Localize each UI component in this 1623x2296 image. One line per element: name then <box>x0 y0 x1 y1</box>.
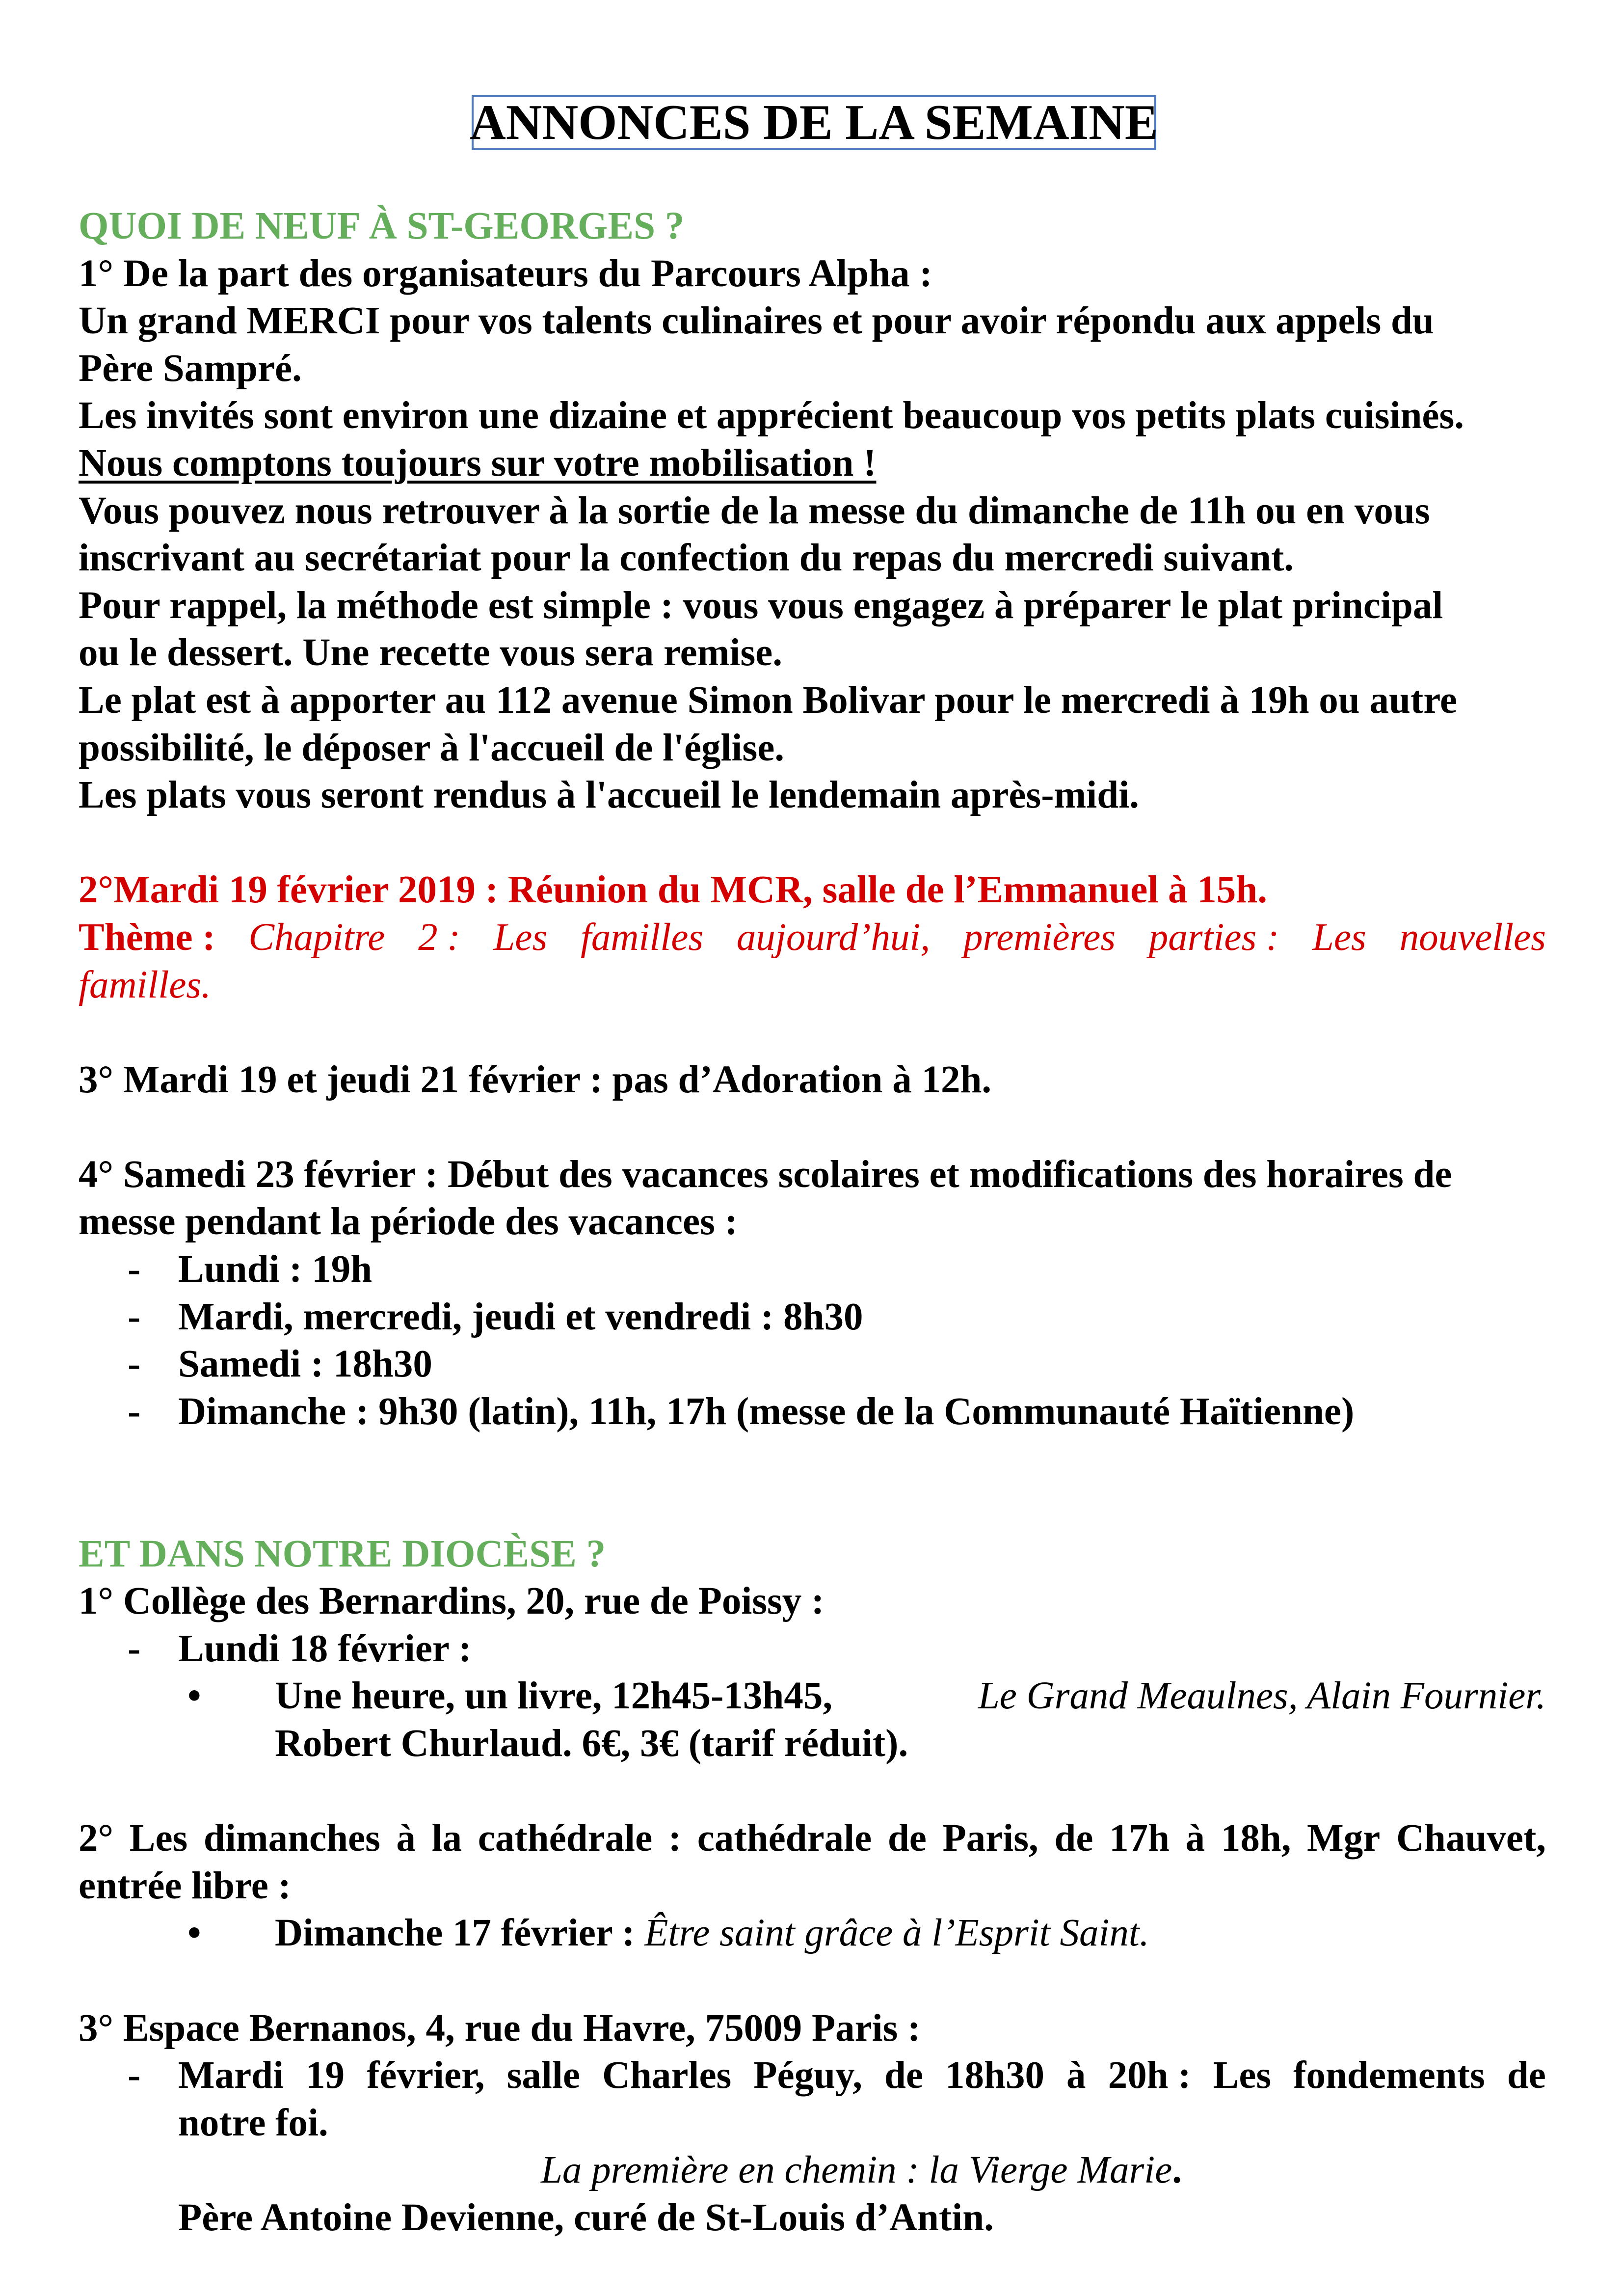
item3-title: 3° Mardi 19 et jeudi 21 février : pas d’Adoration à 12h. <box>79 1058 992 1101</box>
title-word: cathédrale <box>697 1817 872 1860</box>
bullet-italic-text: Être saint grâce à l’Esprit Saint. <box>644 1912 1149 1955</box>
title-word: dimanches <box>203 1817 380 1860</box>
sub-word: Charles <box>602 2054 732 2097</box>
item1-line: Le plat est à apporter au 112 avenue Simon Bolivar pour le mercredi à 19h ou autre <box>79 678 1457 722</box>
theme-label: Thème : <box>79 916 215 959</box>
schedule-item <box>79 1388 1546 1436</box>
item2-theme-end: familles. <box>79 963 211 1006</box>
theme-word: aujourd’hui, <box>736 916 931 959</box>
dash-bullet-icon: - <box>128 1627 141 1670</box>
round-bullet-icon: • <box>187 1912 201 1955</box>
schedule-text: Samedi : 18h30 <box>178 1343 432 1386</box>
theme-word: Chapitre <box>248 916 385 959</box>
bullet-bold-text: Une heure, un livre, 12h45-13h45, <box>275 1675 833 1718</box>
theme-word: 2 : <box>418 916 460 959</box>
item1-line: inscrivant au secrétariat pour la confection du repas du mercredi suivant. <box>79 537 1294 580</box>
sub-word: février, <box>367 2054 485 2097</box>
title-word: Chauvet, <box>1396 1817 1546 1860</box>
item1-line: Père Sampré. <box>79 347 302 390</box>
sub-word: Péguy, <box>753 2054 862 2097</box>
item1-line: Pour rappel, la méthode est simple : vous vous engagez à préparer le plat principal <box>79 584 1443 627</box>
round-bullet-icon: • <box>187 1675 201 1718</box>
schedule-text: Lundi : 19h <box>178 1248 372 1291</box>
item1-line: Un grand MERCI pour vos talents culinaires et pour avoir répondu aux appels du <box>79 299 1434 343</box>
item2-theme-line <box>79 914 1546 962</box>
title-box <box>472 95 1156 150</box>
dash-bullet-icon: - <box>128 1295 141 1338</box>
schedule-item <box>79 1294 1546 1341</box>
sub-word: fondements <box>1293 2054 1485 2097</box>
diocese-item2-title <box>79 1815 1546 1863</box>
sub-word: 19 <box>306 2054 345 2097</box>
title-word: Paris, <box>942 1817 1038 1860</box>
theme-word: nouvelles <box>1399 916 1546 959</box>
item4-title: 4° Samedi 23 février : Début des vacances scolaires et modifications des horaires de <box>79 1153 1452 1196</box>
sub-word: à <box>1066 2054 1086 2097</box>
sub-word: Mardi <box>178 2054 284 2097</box>
dash-bullet-icon: - <box>128 1390 141 1433</box>
title-word: Mgr <box>1307 1817 1381 1860</box>
bullet-italic-text: Le Grand Meaulnes, Alain Fournier. <box>978 1675 1546 1718</box>
item1-line: possibilité, le déposer à l'accueil de l'église. <box>79 726 785 769</box>
theme-word: Les <box>1312 916 1366 959</box>
diocese-item3-sub-cont: notre foi. <box>178 2101 328 2144</box>
diocese-item3-title: 3° Espace Bernanos, 4, rue du Havre, 75009 Paris : <box>79 2006 921 2050</box>
diocese-item1-title: 1° Collège des Bernardins, 20, rue de Poissy : <box>79 1580 825 1623</box>
theme-word: parties : <box>1148 916 1279 959</box>
sub-word: salle <box>506 2054 580 2097</box>
theme-word: Les <box>493 916 548 959</box>
diocese-item1-bullet <box>79 1673 1546 1720</box>
title-word: : <box>668 1817 682 1860</box>
diocese-item2-bullet <box>79 1910 1546 1957</box>
sub-word: de <box>1507 2054 1546 2097</box>
item1-line: ou le dessert. Une recette vous sera remise. <box>79 631 782 675</box>
title-word: à <box>396 1817 416 1860</box>
diocese-item3-subtitle: La première en chemin : la Vierge Marie <box>540 2149 1172 2192</box>
title-word: 2° <box>79 1817 114 1860</box>
item1-underlined-line: Nous comptons toujours sur votre mobilisation ! <box>79 441 877 485</box>
dash-bullet-icon: - <box>128 2054 141 2097</box>
diocese-item3-sub-text <box>178 2052 1546 2100</box>
sub-word: de <box>884 2054 923 2097</box>
page-title: ANNONCES DE LA SEMAINE <box>470 95 1158 150</box>
theme-word: premières <box>963 916 1116 959</box>
diocese-item3-subtitle-end: . <box>1172 2149 1182 2192</box>
title-word: à <box>1185 1817 1205 1860</box>
item1-line: Les invités sont environ une dizaine et apprécient beaucoup vos petits plats cuisinés. <box>79 394 1464 437</box>
announcement-body <box>79 203 1546 2242</box>
title-word: de <box>887 1817 927 1860</box>
item1-line: Les plats vous seront rendus à l'accueil le lendemain après-midi. <box>79 774 1139 817</box>
schedule-text: Mardi, mercredi, jeudi et vendredi : 8h30 <box>178 1295 863 1338</box>
section-heading-diocese: ET DANS NOTRE DIOCÈSE ? <box>79 1532 606 1575</box>
item4-title-cont: messe pendant la période des vacances : <box>79 1200 738 1243</box>
bullet-bold-text: Dimanche 17 février : <box>275 1912 635 1955</box>
diocese-item2-title-cont: entrée libre : <box>79 1864 291 1907</box>
title-word: cathédrale <box>478 1817 653 1860</box>
schedule-item <box>79 1341 1546 1388</box>
sub-word: Les <box>1213 2054 1272 2097</box>
sub-word: 20h : <box>1108 2054 1191 2097</box>
title-word: 17h <box>1109 1817 1170 1860</box>
diocese-item1-sub-text: Lundi 18 février : <box>178 1627 472 1670</box>
sub-word: 18h30 <box>945 2054 1044 2097</box>
diocese-item3-sub <box>79 2052 1546 2100</box>
title-word: Les <box>129 1817 188 1860</box>
item2-title: 2°Mardi 19 février 2019 : Réunion du MCR, salle de l’Emmanuel à 15h. <box>79 868 1267 912</box>
diocese-item3-speaker: Père Antoine Devienne, curé de St-Louis d’Antin. <box>178 2196 994 2239</box>
title-word: de <box>1054 1817 1093 1860</box>
item1-line: Vous pouvez nous retrouver à la sortie de la messe du dimanche de 11h ou en vous <box>79 489 1430 532</box>
item1-title: 1° De la part des organisateurs du Parcours Alpha : <box>79 252 932 295</box>
title-word: la <box>431 1817 462 1860</box>
schedule-text: Dimanche : 9h30 (latin), 11h, 17h (messe de la Communauté Haïtienne) <box>178 1390 1355 1433</box>
diocese-item1-sub <box>79 1625 1546 1673</box>
dash-bullet-icon: - <box>128 1248 141 1291</box>
theme-word: familles <box>580 916 704 959</box>
diocese-item1-bullet-cont: Robert Churlaud. 6€, 3€ (tarif réduit). <box>275 1722 908 1765</box>
schedule-item <box>79 1246 1546 1294</box>
dash-bullet-icon: - <box>128 1343 141 1386</box>
title-word: 18h, <box>1221 1817 1291 1860</box>
diocese-item3-subtitle-line <box>79 2147 1546 2194</box>
section-heading-st-georges: QUOI DE NEUF À ST-GEORGES ? <box>79 205 685 247</box>
